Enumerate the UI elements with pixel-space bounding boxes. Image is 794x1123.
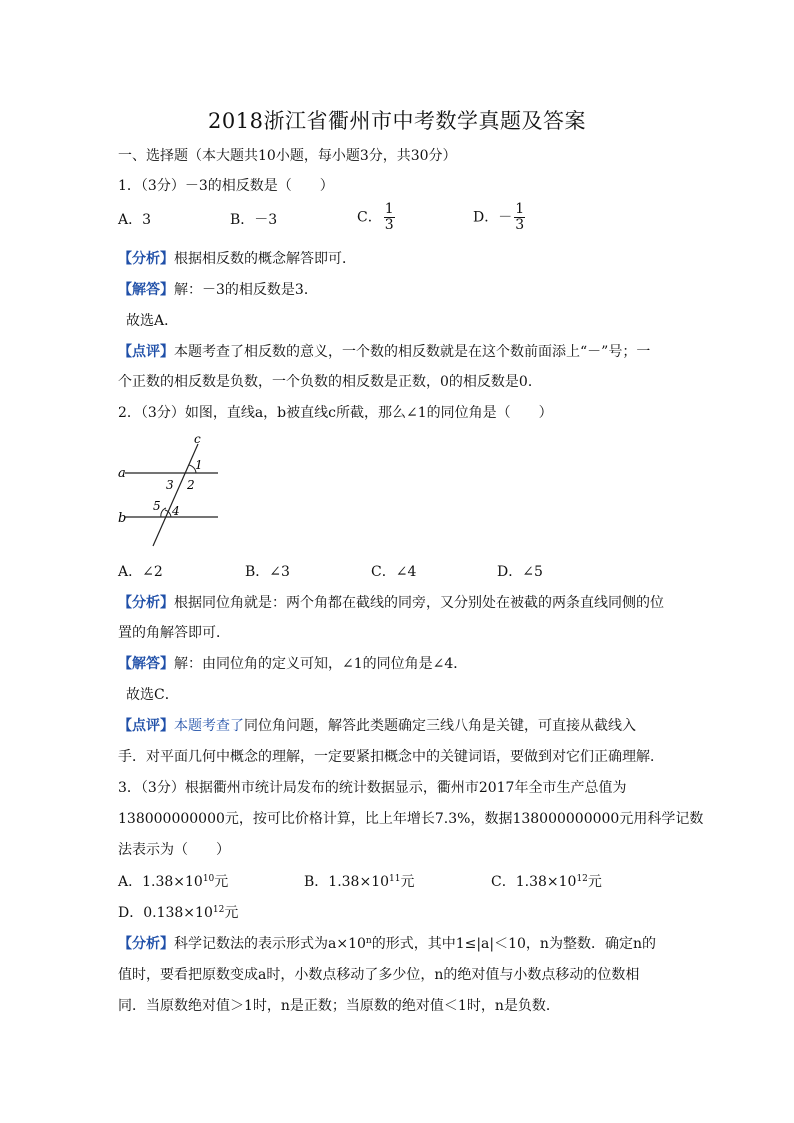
angle-3-label: 3 bbox=[166, 478, 174, 492]
q3-analysis-line3: 同．当原数绝对值＞1时，n是正数；当原数的绝对值＜1时，n是负数． bbox=[118, 998, 560, 1014]
q1-option-a: A．3 bbox=[118, 212, 152, 228]
q3-option-a-exp: 10 bbox=[202, 874, 215, 884]
q3-option-b-base: B．1.38×10 bbox=[304, 874, 390, 890]
q3-option-d-exp: 12 bbox=[212, 905, 225, 915]
q3-option-a bbox=[118, 872, 228, 892]
line-a-label: a bbox=[118, 466, 126, 481]
q3-option-b bbox=[304, 872, 414, 892]
q1-comment-line2: 个正数的相反数是负数，一个负数的相反数是正数，0的相反数是0． bbox=[118, 374, 542, 390]
q2-answer-tag: 【解答】 bbox=[118, 656, 174, 672]
q3-stem-line1: 3．（3分）根据衢州市统计局发布的统计数据显示，衢州市2017年全市生产总值为 bbox=[118, 780, 627, 796]
q1-comment-line1 bbox=[118, 342, 650, 362]
q1-option-d-prefix: D．－ bbox=[473, 209, 513, 226]
q2-analysis-text1: 根据同位角就是：两个角都在截线的同旁，又分别处在被截的两条直线同侧的位 bbox=[174, 595, 664, 611]
q2-stem: 2．（3分）如图，直线a，b被直线c所截，那么∠1的同位角是（ ） bbox=[118, 405, 553, 421]
q3-option-c-exp: 12 bbox=[576, 874, 588, 884]
q3-analysis-tag: 【分析】 bbox=[118, 936, 174, 952]
angle-2-label: 2 bbox=[187, 478, 195, 492]
q1-answer-text: 解：－3的相反数是3． bbox=[174, 282, 318, 298]
q3-option-d-unit: 元 bbox=[224, 905, 239, 921]
q2-option-a: A．∠2 bbox=[118, 564, 163, 580]
q3-option-c-base: C．1.38×10 bbox=[491, 874, 577, 890]
q2-option-d: D．∠5 bbox=[497, 564, 543, 580]
q1-choose: 故选A． bbox=[126, 313, 179, 329]
q1-analysis-text: 根据相反数的概念解答即可． bbox=[174, 251, 356, 267]
q1-analysis bbox=[118, 249, 356, 269]
q3-stem-line3: 法表示为（ ） bbox=[118, 842, 230, 858]
q2-comment-line2: 手．对平面几何中概念的理解，一定要紧扣概念中的关键词语，要做到对它们正确理解． bbox=[118, 749, 664, 765]
q3-analysis-text1b: 的形式，其中1≤|a|＜10，n为整数．确定n的 bbox=[371, 936, 656, 952]
q1-option-d-denominator: 3 bbox=[515, 217, 525, 233]
q3-option-d bbox=[118, 903, 238, 923]
line-b-label: b bbox=[118, 511, 127, 526]
q1-option-c-fraction bbox=[384, 202, 395, 233]
q3-option-b-exp: 11 bbox=[389, 874, 401, 884]
q2-comment-tag: 【点评】 bbox=[118, 718, 174, 734]
q1-analysis-tag: 【分析】 bbox=[118, 251, 174, 267]
q3-analysis-line1 bbox=[118, 934, 656, 954]
q2-answer bbox=[118, 654, 467, 674]
q2-answer-text: 解：由同位角的定义可知，∠1的同位角是∠4． bbox=[174, 656, 468, 672]
q3-option-a-base: A．1.38×10 bbox=[118, 874, 203, 890]
q2-choose: 故选C． bbox=[126, 687, 179, 703]
q1-option-c-denominator: 3 bbox=[384, 217, 394, 233]
q2-option-b: B．∠3 bbox=[245, 564, 290, 580]
angle-4-label: 4 bbox=[172, 504, 180, 518]
q1-option-d bbox=[473, 202, 525, 233]
section-heading: 一、选择题（本大题共10小题，每小题3分，共30分） bbox=[118, 148, 457, 164]
q3-option-c bbox=[491, 872, 602, 892]
q3-analysis-line2: 值时，要看把原数变成a时，小数点移动了多少位，n的绝对值与小数点移动的位数相 bbox=[118, 967, 640, 983]
q1-stem: 1．（3分）－3的相反数是（ ） bbox=[118, 178, 334, 194]
q1-answer-tag: 【解答】 bbox=[118, 282, 174, 298]
angle-5-label: 5 bbox=[153, 499, 161, 513]
q1-comment-text1: 本题考查了相反数的意义，一个数的相反数就是在这个数前面添上“－”号；一 bbox=[174, 344, 651, 360]
q3-analysis-text1a: 科学记数法的表示形式为a×10 bbox=[174, 936, 366, 952]
q3-option-a-unit: 元 bbox=[214, 874, 229, 890]
q3-analysis-sup: n bbox=[365, 936, 372, 946]
q2-comment-line1 bbox=[118, 716, 636, 736]
q1-option-c bbox=[357, 202, 395, 233]
line-c-label: c bbox=[194, 434, 201, 446]
q3-option-b-unit: 元 bbox=[400, 874, 415, 890]
angle-1-label: 1 bbox=[195, 458, 203, 472]
q2-option-c: C．∠4 bbox=[371, 564, 417, 580]
q1-option-c-prefix: C． bbox=[357, 209, 382, 226]
q3-stem-line2: 138000000000元，按可比价格计算，比上年增长7.3%，数据138000000000元用科学记数 bbox=[118, 811, 704, 827]
q1-answer bbox=[118, 280, 318, 300]
q2-comment-text1: 同位角问题，解答此类题确定三线八角是关键，可直接从截线入 bbox=[244, 718, 636, 734]
q2-figure bbox=[115, 434, 225, 554]
q1-option-b: B．－3 bbox=[230, 212, 278, 228]
q1-option-c-numerator: 1 bbox=[384, 201, 394, 217]
q1-comment-tag: 【点评】 bbox=[118, 344, 174, 360]
q3-option-d-base: D．0.138×10 bbox=[118, 905, 213, 921]
q1-option-d-fraction bbox=[514, 202, 525, 233]
q2-analysis-tag: 【分析】 bbox=[118, 595, 174, 611]
q2-comment-blue: 本题考查了 bbox=[174, 718, 244, 734]
q2-analysis-line2: 置的角解答即可． bbox=[118, 625, 230, 641]
q2-analysis-line1 bbox=[118, 593, 664, 613]
q3-option-c-unit: 元 bbox=[587, 874, 602, 890]
page-title: 2018浙江省衢州市中考数学真题及答案 bbox=[208, 109, 586, 133]
q1-option-d-numerator: 1 bbox=[515, 201, 525, 217]
